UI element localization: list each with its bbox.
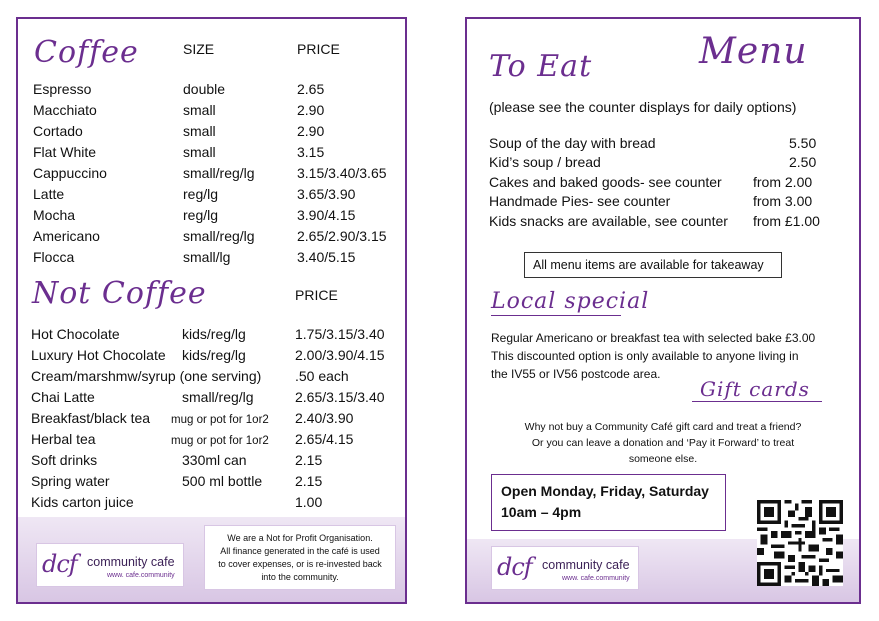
drink-item-price: 2.65/3.15/3.40 (295, 389, 385, 405)
logo-name: community cafe (542, 558, 630, 572)
notice-line: to cover expenses, or is re-invested back (218, 559, 382, 569)
drink-item-size: mug or pot for 1or2 (171, 435, 269, 447)
logo-url: www. cafe.community (562, 575, 630, 582)
gift-line: Or you can leave a donation and ‘Pay it Forward’ to treat (531, 437, 795, 449)
drink-item-name: Spring water (31, 473, 110, 489)
coffee-item-size: small (183, 123, 216, 139)
drink-item-price: 1.75/3.15/3.40 (295, 326, 385, 342)
drink-item-price: 1.00 (295, 494, 323, 510)
coffee-item-name: Americano (33, 228, 100, 244)
eat-item-name: Soup of the day with bread (489, 135, 656, 151)
gift-cards-underline (692, 401, 822, 402)
notice-line: into the community. (261, 572, 339, 582)
coffee-item-name: Cortado (33, 123, 83, 139)
left-menu-page (16, 17, 407, 604)
coffee-item-size: small/lg (183, 249, 231, 265)
gift-line: Why not buy a Community Café gift card and treat a friend? (524, 421, 802, 433)
eat-item-price: from 2.00 (753, 174, 813, 190)
drink-item-size: small/reg/lg (182, 389, 254, 405)
coffee-item-size: reg/lg (183, 186, 219, 202)
cafe-logo (36, 543, 184, 587)
local-special-line: This discounted option is only available to anyone living in (491, 349, 799, 363)
drink-item-name: Hot Chocolate (31, 326, 120, 342)
coffee-item-price: 2.65 (297, 81, 325, 97)
drink-item-size: 330ml can (182, 452, 247, 468)
eat-item-price: 2.50 (789, 154, 817, 170)
open-days: Open Monday, Friday, Saturday (501, 483, 709, 499)
qr-code-icon[interactable] (757, 500, 843, 586)
drink-item-price: 2.00/3.90/4.15 (295, 347, 385, 363)
eat-item-price: from £1.00 (753, 213, 820, 229)
eat-item-name: Cakes and baked goods- see counter (489, 174, 722, 190)
local-special-line: the IV55 or IV56 postcode area. (491, 367, 661, 381)
coffee-item-price: 2.65/2.90/3.15 (297, 228, 387, 244)
cafe-logo (491, 546, 639, 590)
gift-cards-text (467, 419, 859, 467)
opening-hours-box (491, 474, 726, 531)
drink-item-price: 2.15 (295, 452, 323, 468)
drink-item-name: Cream/marshmw/syrup (one serving) (31, 368, 262, 384)
gift-line: someone else. (628, 453, 698, 465)
menu-title: Menu (699, 31, 808, 72)
takeaway-box (524, 252, 782, 278)
coffee-title: Coffee (34, 35, 139, 70)
to-eat-title: To Eat (489, 49, 593, 84)
drink-item-size: mug or pot for 1or2 (171, 414, 269, 426)
dcf-logo-mark: dcf (497, 553, 532, 581)
coffee-item-size: double (183, 81, 226, 97)
coffee-item-size: small/reg/lg (183, 165, 255, 181)
drink-item-name: Luxury Hot Chocolate (31, 347, 166, 363)
left-footer-band (18, 517, 405, 602)
coffee-item-size: reg/lg (183, 207, 219, 223)
eat-item-price: 5.50 (789, 135, 817, 151)
drink-item-price: 2.15 (295, 473, 323, 489)
drink-item-price: 2.40/3.90 (295, 410, 354, 426)
coffee-item-name: Flat White (33, 144, 97, 160)
eat-item-name: Handmade Pies- see counter (489, 193, 671, 209)
drink-item-name: Herbal tea (31, 431, 96, 447)
drink-item-size: kids/reg/lg (182, 326, 246, 342)
coffee-item-name: Cappuccino (33, 165, 107, 181)
drink-item-price: .50 each (295, 368, 349, 384)
counter-note: (please see the counter displays for daily options) (489, 99, 797, 115)
coffee-item-size: small (183, 144, 216, 160)
local-special-line: Regular Americano or breakfast tea with selected bake £3.00 (491, 331, 816, 345)
coffee-item-price: 3.90/4.15 (297, 207, 356, 223)
coffee-item-name: Flocca (33, 249, 75, 265)
drink-item-name: Soft drinks (31, 452, 98, 468)
drink-item-price: 2.65/4.15 (295, 431, 354, 447)
price-header: PRICE (297, 41, 340, 57)
not-for-profit-notice (204, 525, 396, 590)
coffee-item-price: 3.40/5.15 (297, 249, 356, 265)
logo-url: www. cafe.community (107, 572, 175, 579)
coffee-item-name: Mocha (33, 207, 76, 223)
logo-name: community cafe (87, 555, 175, 569)
drink-item-size: 500 ml bottle (182, 473, 263, 489)
takeaway-text: All menu items are available for takeaway (533, 258, 764, 272)
drink-item-size: kids/reg/lg (182, 347, 246, 363)
open-hours: 10am – 4pm (501, 504, 582, 520)
coffee-item-price: 3.65/3.90 (297, 186, 356, 202)
local-special-title: Local special (491, 289, 650, 314)
coffee-item-name: Latte (33, 186, 65, 202)
coffee-item-price: 3.15/3.40/3.65 (297, 165, 387, 181)
eat-item-name: Kids snacks are available, see counter (489, 213, 728, 229)
coffee-item-price: 3.15 (297, 144, 325, 160)
local-special-underline (491, 315, 621, 316)
coffee-item-name: Espresso (33, 81, 92, 97)
eat-item-price: from 3.00 (753, 193, 813, 209)
drink-item-name: Chai Latte (31, 389, 95, 405)
notice-line: We are a Not for Profit Organisation. (227, 533, 373, 543)
coffee-item-size: small (183, 102, 216, 118)
right-menu-page (465, 17, 861, 604)
size-header: SIZE (183, 41, 215, 57)
not-coffee-price-header: PRICE (295, 287, 338, 303)
coffee-item-price: 2.90 (297, 102, 325, 118)
notice-line: All finance generated in the café is used (220, 546, 380, 556)
gift-cards-title: Gift cards (700, 377, 810, 401)
dcf-logo-mark: dcf (42, 550, 77, 578)
not-coffee-title: Not Coffee (32, 276, 207, 311)
eat-item-name: Kid’s soup / bread (489, 154, 601, 170)
coffee-item-size: small/reg/lg (183, 228, 255, 244)
coffee-item-price: 2.90 (297, 123, 325, 139)
drink-item-name: Breakfast/black tea (31, 410, 151, 426)
coffee-item-name: Macchiato (33, 102, 97, 118)
drink-item-name: Kids carton juice (31, 494, 134, 510)
